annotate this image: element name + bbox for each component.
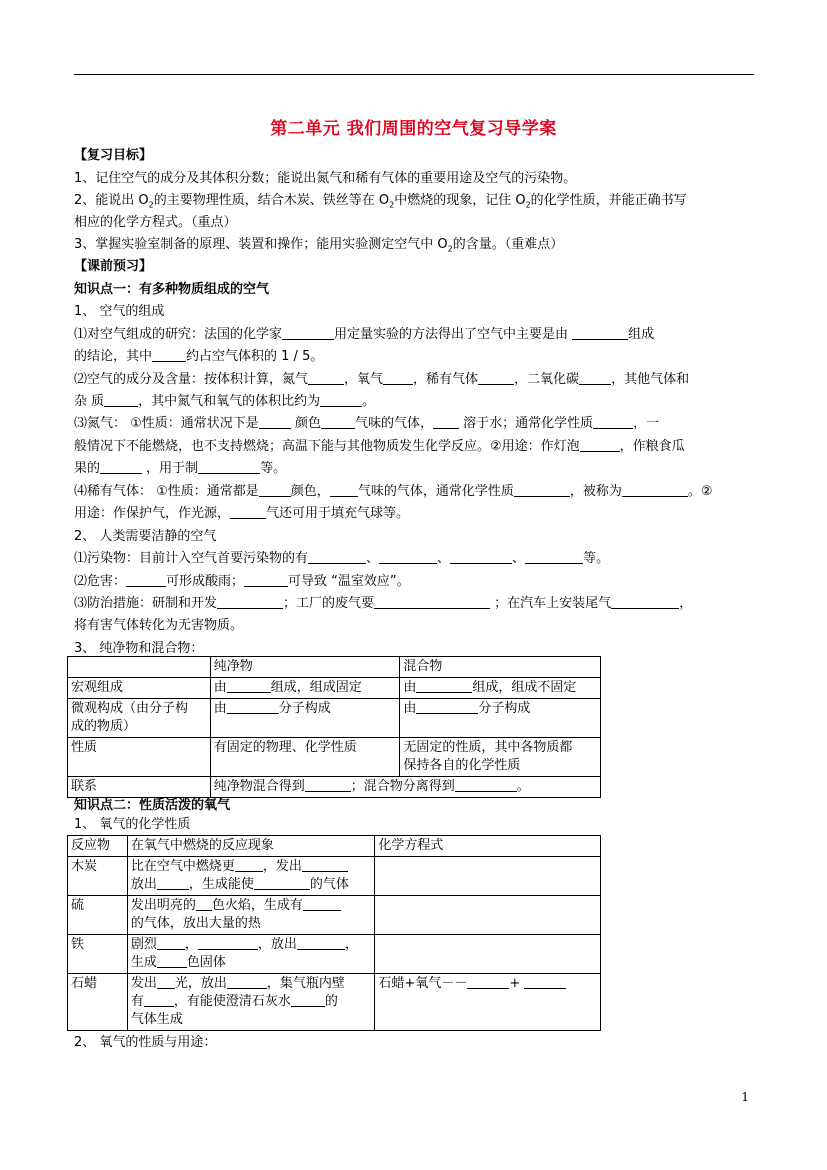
goal-1: 1、记住空气的成分及其体积分数；能说出氮气和稀有气体的重要用途及空气的污染物。	[74, 171, 577, 186]
table-row	[68, 657, 601, 678]
page-title: 第二单元 我们周围的空气复习导学案	[270, 119, 557, 139]
pollutants-line: ⑴污染物：目前计入空气首要污染物的有 、 、 、 等。	[74, 551, 610, 566]
air-content-line-2: 杂 质 ，其中氮气和氧气的体积比约为 。	[74, 394, 376, 409]
noble-gas-line-2: 用途：作保护气，作光源， 气还可用于填充气球等。	[74, 506, 410, 521]
header-rule	[74, 74, 754, 75]
table-row: 木炭 比在空气中燃烧更 ，发出 放出 ，生成能使 的气体	[68, 857, 601, 896]
table-header-pure: 纯净物	[210, 657, 400, 678]
nitrogen-line-3: 果的 ，用于制 等。	[74, 461, 287, 476]
table-header-mixture: 混合物	[400, 657, 601, 678]
noble-gas-line-1: ⑷稀有气体： ①性质：通常都是 颜色， 气味的气体，通常化学性质 ，被称为 。②	[74, 484, 713, 499]
table-row: 石蜡 发出 光，放出 ，集气瓶内壁 有 ，有能使澄清石灰水 的 气体生成 石蜡+氧气－－ +	[68, 974, 601, 1031]
section-oxygen-uses: 2、 氧气的性质与用途：	[74, 1035, 217, 1050]
air-research-line: ⑴对空气组成的研究：法国的化学家 用定量实验的方法得出了空气中主要是由 组成	[74, 327, 655, 342]
goal-2: 2、能说出 $O_2$的主要物理性质，结合木炭、铁丝等在 $O_2$中燃烧的现象，记住 $O_2$的化学性质，并能正确书写	[74, 193, 687, 210]
air-research-line-2: 的结论，其中 约占空气体积的 1 / 5。	[74, 349, 324, 364]
table-row: 性质 有固定的物理、化学性质 无固定的性质，其中各物质都 保持各自的化学性质	[68, 738, 601, 777]
air-content-line: ⑵空气的成分及含量：按体积计算，氮气 ，氧气 ，稀有气体 ，二氧化碳 ，其他气体和	[74, 372, 690, 387]
goal-2-cont: 相应的化学方程式。（重点）	[74, 215, 237, 230]
pure-mixture-table	[67, 656, 601, 798]
knowledge-point-2-title: 知识点二：性质活泼的氧气	[74, 798, 231, 813]
knowledge-point-1-title: 知识点一：有多种物质组成的空气	[74, 282, 270, 297]
preview-heading: 【课前预习】	[74, 259, 153, 274]
page-number: 1	[741, 1090, 749, 1104]
oxygen-reaction-table	[67, 835, 601, 1031]
table-row: 宏观组成 由 组成，组成固定 由 组成，组成不固定	[68, 678, 601, 699]
section-pure-mixture: 3、 纯净物和混合物：	[74, 641, 204, 656]
harm-line: ⑵危害： 可形成酸雨； 可导致 “温室效应”。	[74, 574, 410, 589]
table-row: 硫 发出明亮的 色火焰，生成有 的气体，放出大量的热	[68, 896, 601, 935]
nitrogen-line-2: 般情况下不能燃烧，也不支持燃烧；高温下能与其他物质发生化学反应。②用途：作灯泡 ，作粮食瓜	[74, 439, 685, 454]
nitrogen-line-1: ⑶氮气： ①性质：通常状况下是 颜色 气味的气体， 溶于水；通常化学性质 ，一	[74, 416, 660, 431]
table-row: 反应物 在氧气中燃烧的反应现象 化学方程式	[68, 836, 601, 857]
review-goals-heading: 【复习目标】	[74, 148, 153, 163]
table-row: 铁 剧烈 ， ，放出 ， 生成 色固体	[68, 935, 601, 974]
section-air-composition: 1、 空气的组成	[74, 304, 165, 319]
prevention-line-2: 将有害气体转化为无害物质。	[74, 618, 244, 633]
goal-3: 3、掌握实验室制备的原理、装置和操作；能用实验测定空气中 $O_2$的含量。（重难点）	[74, 237, 564, 254]
table-row: 联系 纯净物混合得到 ；混合物分离得到 。	[68, 777, 601, 798]
prevention-line: ⑶防治措施：研制和开发 ；工厂的废气要 ；在汽车上安装尾气 ，	[74, 596, 693, 611]
table-row: 微观构成（由分子构 成的物质） 由 分子构成 由 分子构成	[68, 699, 601, 738]
section-oxygen-chem: 1、 氧气的化学性质	[74, 817, 191, 832]
section-clean-air: 2、 人类需要洁静的空气	[74, 529, 217, 544]
